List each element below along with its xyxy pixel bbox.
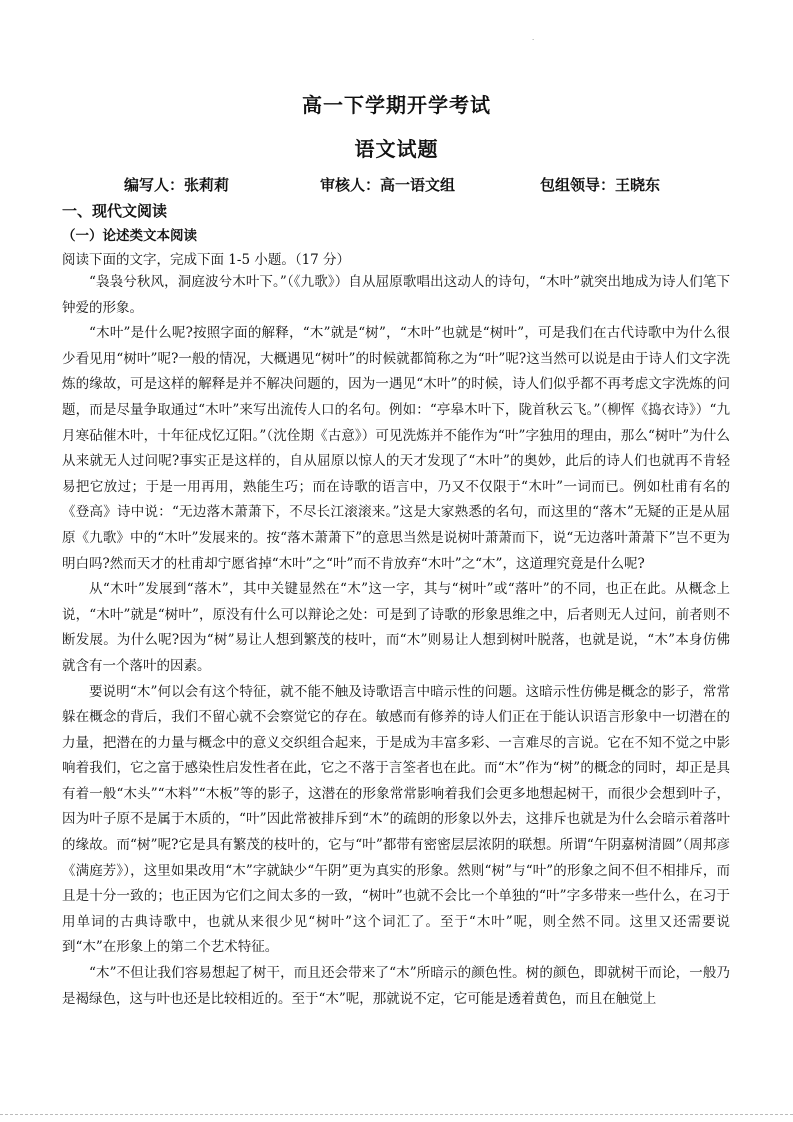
reviewer-credit: 审核人：高一语文组 [320, 176, 456, 194]
paragraph-1: “袅袅兮秋风，洞庭波兮木叶下。”（《九歌》）自从屈原歌唱出这动人的诗句，“木叶”就突出地成为诗人们笔下钟爱的形象。 [62, 274, 730, 316]
paragraph-2: “木叶”是什么呢?按照字面的解释，“木”就是“树”，“木叶”也就是“树叶”，可是我们在古代诗歌中为什么很少看见用“树叶”呢?一般的情况，大概遇见“树叶”的时候就都简称之为“叶”呢?这当然可以说是由于诗人们文字洗炼的缘故，可是这样的解释是并不解决问题的，因为一遇见“木叶”的时候，诗人们似乎都不再考虑文字洗炼的问题，而是尽量争取通过“木叶”来写出流传人口的名句。例如：“亭皋木叶下，陇首秋云飞。”（柳恽《捣衣诗》）“九月寒砧催木叶，十年征戍忆辽阳。”（沈佺期《古意》）可见洗炼并不能作为“叶”字独用的理由，那么“树叶”为什么从来就无人过问呢?事实正是这样的，自从屈原以惊人的天才发现了“木叶”的奥妙，此后的诗人们也就再不肯轻易把它放过；于是一用再用，熟能生巧；而在诗歌的语言中，乃又不仅限于“木叶”一词而已。例如杜甫有名的《登高》诗中说：“无边落木萧萧下，不尽长江滚滚来。”这是大家熟悉的名句，而这里的“落木”无疑的正是从屈原《九歌》中的“木叶”发展来的。按“落木萧萧下”的意思当然是说树叶萧萧而下，说“无边落叶萧萧下”岂不更为明白吗?然而天才的杜甫却宁愿省掉“木叶”之“叶”而不肯放弃“木叶”之“木”，这道理究竟是什么呢? [62, 325, 730, 572]
section-heading: 一、现代文阅读 [62, 202, 168, 220]
paragraph-4: 要说明“木”何以会有这个特征，就不能不触及诗歌语言中暗示性的问题。这暗示性仿佛是概念的影子，常常躲在概念的背后，我们不留心就不会察觉它的存在。敏感而有修养的诗人们正在于能认识语言形象中一切潜在的力量，把潜在的力量与概念中的意义交织组合起来，于是成为丰富多彩、一言难尽的言说。它在不知不觉之中影响着我们，它之富于感染性启发性者在此，它之不落于言筌者也在此。而“木”作为“树”的概念的同时，却正是具有着一般“木头”“木料”“木板”等的影子，这潜在的形象常常影响着我们会更多地想起树干，而很少会想到叶子，因为叶子原不是属于木质的，“叶”因此常被排斥到“木”的疏朗的形象以外去，这排斥也就是为什么会暗示着落叶的缘故。而“树”呢?它是具有繁茂的枝叶的，它与“叶”都带有密密层层浓阴的联想。所谓“午阴嘉树清圆”（周邦彦《满庭芳》），这里如果改用“木”字就缺少“午阴”更为真实的形象。然则“树”与“叶”的形象之间不但不相排斥，而且是十分一致的；也正因为它们之间太多的一致，“树叶”也就不会比一个单独的“叶”字多带来一些什么，在习于用单词的古典诗歌中，也就从来很少见“树叶”这个词汇了。至于“木叶”呢，则全然不同。这里又还需要说到“木”在形象上的第二个艺术特征。 [62, 683, 730, 956]
exam-title: 高一下学期开学考试 [302, 93, 491, 117]
leader-credit: 包组领导：王晓东 [540, 176, 661, 194]
page-bottom-divider [0, 1114, 793, 1115]
writer-credit: 编写人：张莉莉 [124, 176, 230, 194]
paragraph-3: 从“木叶”发展到“落木”，其中关键显然在“木”这一字，其与“树叶”或“落叶”的不同，也正在此。从概念上说，“木叶”就是“树叶”，原没有什么可以辩论之处：可是到了诗歌的形象思维之中，后者则无人过问，前者则不断发展。为什么呢?因为“树”易让人想到繁茂的枝叶，而“木”则易让人想到树叶脱落，也就是说，“木”本身仿佛就含有一个落叶的因素。 [62, 581, 730, 674]
paragraph-5: “木”不但让我们容易想起了树干，而且还会带来了“木”所暗示的颜色性。树的颜色，即就树干而论，一般乃是褐绿色，这与叶也还是比较相近的。至于“木”呢，那就说不定，它可能是透着黄色，而且在触觉上 [62, 965, 730, 1007]
reading-instruction: 阅读下面的文字，完成下面 1-5 小题。（17 分） [62, 252, 351, 268]
section-subheading: （一）论述类文本阅读 [62, 228, 197, 244]
subject-title: 语文试题 [354, 137, 439, 161]
passage-body [62, 270, 730, 1012]
top-mark: . [532, 34, 535, 42]
